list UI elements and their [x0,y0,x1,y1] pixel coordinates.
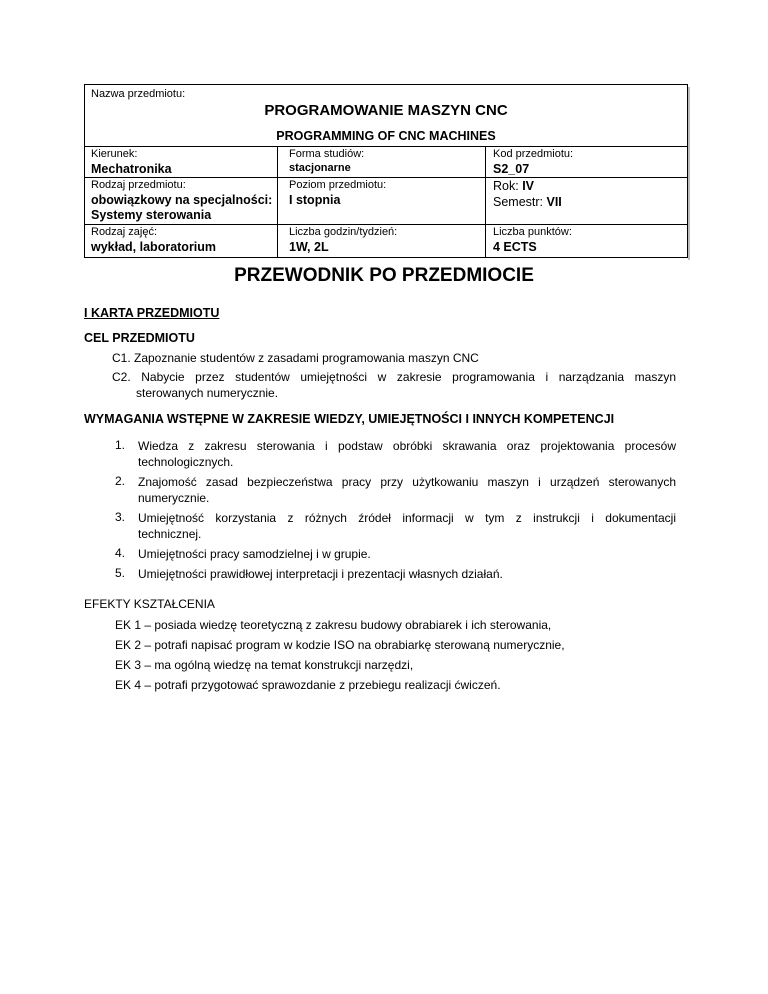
kierunek-label: Kierunek: [91,148,138,160]
column-divider [277,146,278,258]
list-item-number: 3. [115,510,126,524]
list-item: Wiedza z zakresu sterowania i podstaw obróbki skrawania oraz projektowania procesów [138,439,676,453]
list-item-cont: technicznej. [138,527,202,541]
list-item: EK 1 – posiada wiedzę teoretyczną z zakresu budowy obrabiarek i ich sterowania, [115,618,552,632]
list-item: EK 3 – ma ogólną wiedzę na temat konstrukcji narzędzi, [115,658,414,672]
rok-field [493,179,534,193]
forma-label: Forma studiów: [289,148,365,160]
cel-c2-line1: C2. Nabycie przez studentów umiejętności w zakresie programowania i narządzania maszyn [112,370,676,384]
course-name-label: Nazwa przedmiotu: [91,88,186,100]
semestr-field [493,195,562,209]
wymagania-heading: WYMAGANIA WSTĘPNE W ZAKRESIE WIEDZY, UMIEJĘTNOŚCI I INNYCH KOMPETENCJI [84,412,615,426]
list-item-number: 5. [115,566,126,580]
list-item-cont: technologicznych. [138,455,234,469]
rodzaj-value: obowiązkowy na specjalności: [91,193,273,207]
guide-heading: PRZEWODNIK PO PRZEDMIOCIE [234,265,534,286]
row-divider [85,224,687,225]
cel-c1: C1. Zapoznanie studentów z zasadami programowania maszyn CNC [112,351,479,365]
poziom-value: I stopnia [289,193,341,207]
list-item: EK 4 – potrafi przygotować sprawozdanie z przebiegu realizacji ćwiczeń. [115,678,501,692]
punktow-value: 4 ECTS [493,240,537,254]
kod-label: Kod przedmiotu: [493,148,574,160]
list-item-cont: numerycznie. [138,491,210,505]
list-item: Umiejętności pracy samodzielnej i w grupie. [138,547,371,561]
list-item-number: 1. [115,438,126,452]
list-item: EK 2 – potrafi napisać program w kodzie ISO na obrabiarkę sterowaną numerycznie, [115,638,565,652]
efekty-heading: EFEKTY KSZTAŁCENIA [84,597,215,611]
karta-heading: I KARTA PRZEDMIOTU [84,306,220,320]
kierunek-value: Mechatronika [91,162,172,176]
list-item: Znajomość zasad bezpieczeństwa pracy przy użytkowaniu maszyn i urządzeń sterowanych [138,475,676,489]
rok-value: IV [522,179,534,193]
course-title-en: PROGRAMMING OF CNC MACHINES [276,129,496,143]
list-item: Umiejętność korzystania z różnych źródeł informacji w tym z instrukcji i dokumentacji [138,511,676,525]
zajec-label: Rodzaj zajęć: [91,226,158,238]
poziom-label: Poziom przedmiotu: [289,179,387,191]
column-divider [485,146,486,258]
cel-c2-line2: sterowanych numerycznie. [136,386,279,400]
list-item-number: 4. [115,546,126,560]
list-item-number: 2. [115,474,126,488]
godzin-value: 1W, 2L [289,240,329,254]
row-divider [85,177,687,178]
rok-label: Rok: [493,179,523,193]
cel-heading: CEL PRZEDMIOTU [84,331,195,345]
kod-value: S2_07 [493,162,530,176]
course-name-row [85,85,687,147]
zajec-value: wykład, laboratorium [91,240,217,254]
forma-value: stacjonarne [289,162,351,174]
punktow-label: Liczba punktów: [493,226,572,238]
specjalnosc-value: Systemy sterowania [91,208,212,222]
rodzaj-label: Rodzaj przedmiotu: [91,179,186,191]
list-item: Umiejętności prawidłowej interpretacji i prezentacji własnych działań. [138,567,503,581]
semestr-value: VII [546,195,562,209]
semestr-label: Semestr: [493,195,547,209]
course-title-pl: PROGRAMOWANIE MASZYN CNC [264,102,508,119]
course-header-table [84,84,688,258]
godzin-label: Liczba godzin/tydzień: [289,226,398,238]
